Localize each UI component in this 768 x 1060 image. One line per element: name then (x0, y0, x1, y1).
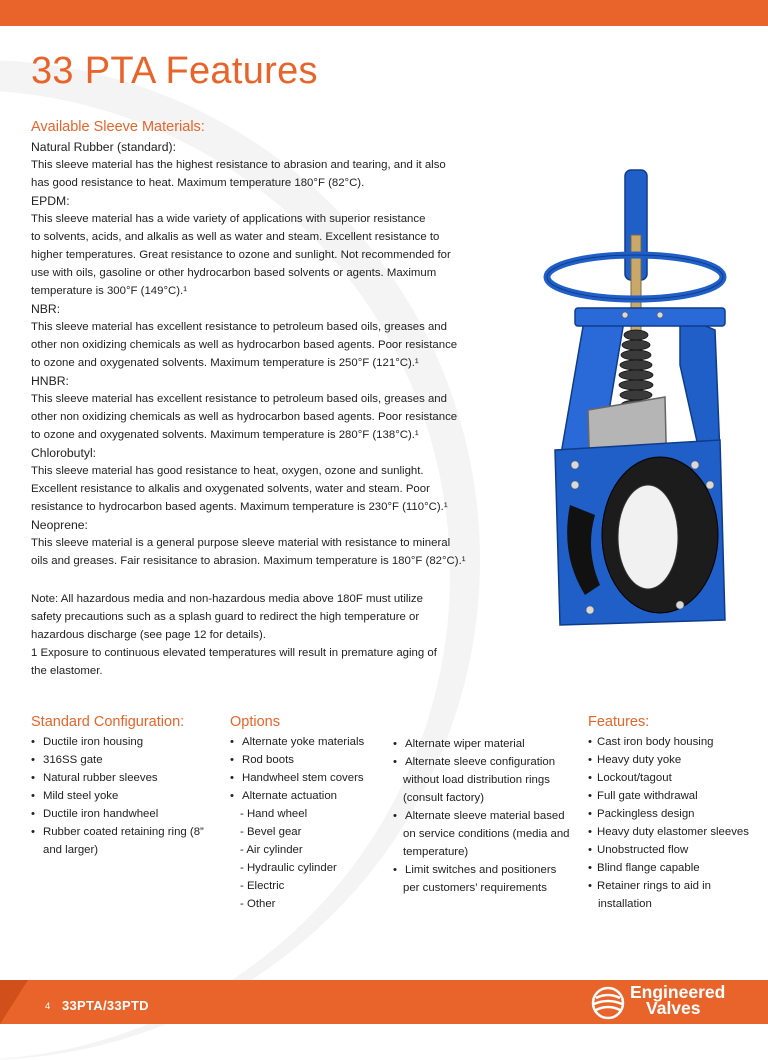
list-item: • Rubber coated retaining ring (8” (31, 823, 231, 841)
list-item: • Mild steel yoke (31, 787, 231, 805)
list-item: • Lockout/tagout (588, 769, 763, 787)
list-item: • Retainer rings to aid in (588, 877, 763, 895)
logo-line-1: Engineered (630, 982, 726, 1002)
list-item: on service conditions (media and (403, 828, 570, 840)
material-description-line: Excellent resistance to alkalis and oxygenated solvents, water and steam. Poor (31, 483, 430, 495)
footer-corner-triangle (0, 980, 28, 1024)
material-description-line: This sleeve material has good resistance to heat, oxygen, ozone and sunlight. (31, 465, 424, 477)
top-accent-bar (0, 0, 768, 26)
list-item: • Packingless design (588, 805, 763, 823)
features-column (588, 713, 763, 913)
list-item: • Alternate sleeve material based (393, 807, 588, 825)
note-line: Note: All hazardous media and non-hazardous media above 180F must utilize (31, 593, 423, 605)
list-item: without load distribution rings (403, 774, 550, 786)
options-column-2 (393, 735, 588, 897)
knife-gate-valve-illustration (530, 165, 760, 630)
material-description-line: other non oxidizing chemicals as well as hydrocarbon based agents. Poor resistance (31, 411, 458, 423)
list-item: • Full gate withdrawal (588, 787, 763, 805)
list-item: • Blind flange capable (588, 859, 763, 877)
material-description-line: temperature is 300°F (149°C).¹ (31, 285, 187, 297)
logo-line-2: Valves (646, 998, 701, 1018)
material-description-line: to ozone and oxygenated solvents. Maximum temperature is 280°F (138°C).¹ (31, 429, 419, 441)
list-item: - Other (240, 898, 276, 910)
material-description-line: oils and greases. Fair resisitance to abrasion. Maximum temperature is 180°F (82°C).¹ (31, 555, 466, 567)
features-list (588, 733, 763, 913)
footer-bar (0, 980, 768, 1024)
list-item: • 316SS gate (31, 751, 231, 769)
list-item: • Heavy duty yoke (588, 751, 763, 769)
note-line: 1 Exposure to continuous elevated temperatures will result in premature aging of (31, 647, 437, 659)
list-item: • Alternate sleeve configuration (393, 753, 588, 771)
engineered-valves-logo (590, 984, 760, 1022)
list-item: • Ductile iron housing (31, 733, 231, 751)
list-item: • Limit switches and positioners (393, 861, 588, 879)
material-description-line: This sleeve material is a general purpose sleeve material with resistance to mineral (31, 537, 451, 549)
standard-config-column (31, 713, 231, 859)
list-item: • Cast iron body housing (588, 733, 763, 751)
list-item: • Unobstructed flow (588, 841, 763, 859)
options-heading: Options (230, 714, 280, 730)
standard-config-heading: Standard Configuration: (31, 714, 185, 730)
material-description-line: This sleeve material has the highest resistance to abrasion and tearing, and it also (31, 159, 446, 171)
material-name: Chlorobutyl: (31, 446, 97, 460)
list-item: - Hand wheel (240, 808, 308, 820)
material-name: Neoprene: (31, 518, 88, 532)
list-item: temperature) (403, 846, 469, 858)
page-title: 33 PTA Features (31, 50, 318, 92)
material-description-line: This sleeve material has a wide variety of applications with superior resistance (31, 213, 426, 225)
list-item: • Alternate actuation (230, 787, 390, 805)
list-item: - Hydraulic cylinder (240, 862, 337, 874)
note-line: the elastomer. (31, 665, 103, 677)
list-item: • Ductile iron handwheel (31, 805, 231, 823)
list-item: • Alternate yoke materials (230, 733, 390, 751)
list-item: (consult factory) (403, 792, 485, 804)
list-item: - Bevel gear (240, 826, 302, 838)
material-description-line: has good resistance to heat. Maximum temperature 180°F (82°C). (31, 177, 365, 189)
list-item: - Air cylinder (240, 844, 303, 856)
material-name: EPDM: (31, 194, 70, 208)
list-item: and larger) (43, 844, 99, 856)
material-description-line: to solvents, acids, and alkalis as well as water and steam. Excellent resistance to (31, 231, 440, 243)
list-item: - Electric (240, 880, 285, 892)
material-description-line: This sleeve material has excellent resistance to petroleum based oils, greases and (31, 321, 447, 333)
materials-heading: Available Sleeve Materials: (31, 119, 205, 135)
note-line: hazardous discharge (see page 12 for details). (31, 629, 266, 641)
features-heading: Features: (588, 714, 650, 730)
options-column (230, 713, 390, 913)
list-item: • Handwheel stem covers (230, 769, 390, 787)
document-code: 33PTA/33PTD (62, 998, 149, 1013)
material-description-line: higher temperatures. Great resistance to ozone and sunlight. Not recommended for (31, 249, 451, 261)
material-name: NBR: (31, 302, 61, 316)
material-name: Natural Rubber (standard): (31, 140, 176, 154)
logo-wordmark (630, 984, 725, 1016)
list-item: per customers’ requirements (403, 882, 547, 894)
page-number: 4 (45, 1001, 51, 1012)
list-item: installation (598, 898, 652, 910)
material-description-line: other non oxidizing chemicals as well as hydrocarbon based agents. Poor resistance (31, 339, 458, 351)
materials-list (31, 138, 481, 570)
list-item: • Natural rubber sleeves (31, 769, 231, 787)
list-item: • Alternate wiper material (393, 735, 588, 753)
list-item: • Rod boots (230, 751, 390, 769)
material-description-line: to ozone and oxygenated solvents. Maximum temperature is 250°F (121°C).¹ (31, 357, 419, 369)
material-description-line: resistance to hydrocarbon based agents. Maximum temperature is 230°F (110°C).¹ (31, 501, 448, 513)
note-line: safety precautions such as a splash guard to redirect the high temperature or (31, 611, 420, 623)
options-list-2 (393, 735, 588, 897)
notes-block (31, 590, 481, 680)
material-description-line: This sleeve material has excellent resistance to petroleum based oils, greases and (31, 393, 447, 405)
material-name: HNBR: (31, 374, 69, 388)
options-list (230, 733, 390, 913)
standard-config-list (31, 733, 231, 859)
material-description-line: use with oils, gasoline or other hydrocarbon based solvents or agents. Maximum (31, 267, 437, 279)
engineered-valves-logo-icon (590, 986, 626, 1020)
list-item: • Heavy duty elastomer sleeves (588, 823, 763, 841)
